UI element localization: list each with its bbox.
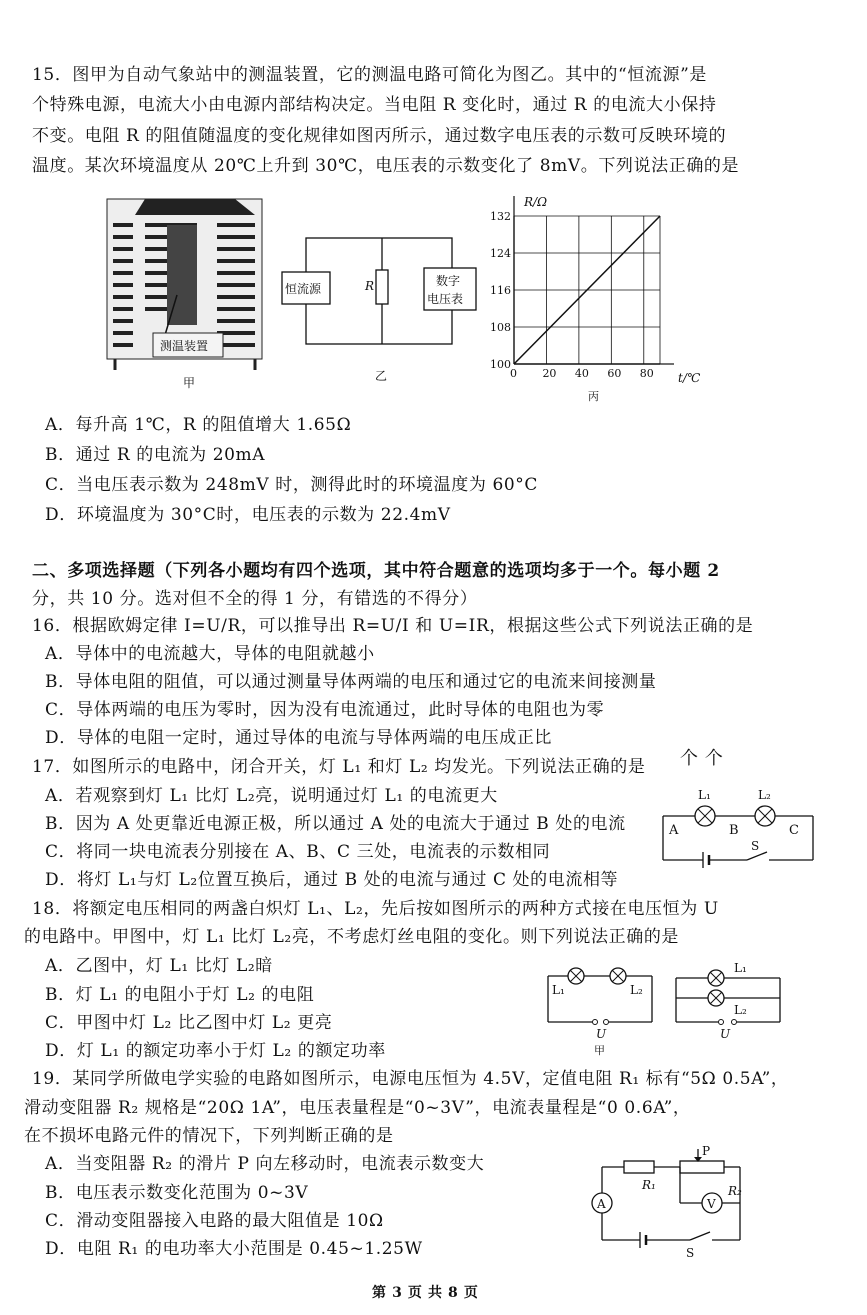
q18-option-b[interactable]: B．灯 L₁ 的电阻小于灯 L₂ 的电阻 bbox=[45, 985, 315, 1005]
figure-yi-caption: 乙 bbox=[375, 369, 388, 383]
q19-r1-label: R₁ bbox=[642, 1178, 656, 1192]
figure-jia-caption: 甲 bbox=[183, 376, 196, 390]
q16-option-c[interactable]: C．导体两端的电压为零时，因为没有电流通过，此时导体的电阻也为零 bbox=[45, 700, 605, 720]
q18-jia-l1-label: L₁ bbox=[552, 983, 565, 997]
q19-option-b[interactable]: B．电压表示数变化范围为 0~3V bbox=[45, 1183, 309, 1203]
q17-option-a[interactable]: A．若观察到灯 L₁ 比灯 L₂亮，说明通过灯 L₁ 的电流更大 bbox=[45, 786, 498, 806]
q19-option-d[interactable]: D．电阻 R₁ 的电功率大小范围是 0.45~1.25W bbox=[45, 1239, 423, 1259]
resistor-r-label: R bbox=[365, 279, 375, 293]
q19-r2-label: R₂ bbox=[728, 1184, 742, 1198]
q17-option-d[interactable]: D．将灯 L₁与灯 L₂位置互换后，通过 B 处的电流与通过 C 处的电流相等 bbox=[45, 870, 619, 890]
q15-stem-line-4: 温度。某次环境温度从 20℃上升到 30℃，电压表的示数变化了 8mV。下列说法正确的是 bbox=[32, 156, 740, 176]
q16-option-b[interactable]: B．导体电阻的阻值，可以通过测量导体两端的电压和通过它的电流来间接测量 bbox=[45, 672, 657, 692]
section-2-heading-line-2: 分，共 10 分。选对但不全的得 1 分，有错选的不得分） bbox=[32, 589, 478, 609]
figure-bing-chart bbox=[488, 192, 708, 414]
q17-point-b: B bbox=[729, 823, 739, 838]
q15-option-d[interactable]: D．环境温度为 30°C时，电压表的示数为 22.4mV bbox=[45, 505, 451, 525]
chart-y-tick-label: 124 bbox=[490, 247, 511, 260]
chart-x-tick-label: 20 bbox=[542, 367, 557, 380]
q18-jia-l2-label: L₂ bbox=[630, 983, 643, 997]
q18-yi-l1-label: L₁ bbox=[734, 961, 747, 975]
q17-point-a: A bbox=[669, 823, 679, 838]
constant-current-source-label: 恒流源 bbox=[285, 282, 322, 296]
chart-y-tick-label: 108 bbox=[490, 321, 511, 334]
q18-option-c[interactable]: C．甲图中灯 L₂ 比乙图中灯 L₂ 更亮 bbox=[45, 1013, 333, 1033]
voltmeter-label-line-2: 电压表 bbox=[427, 292, 464, 306]
chart-x-tick-label: 80 bbox=[639, 367, 654, 380]
section-2-heading-line-1: 二、多项选择题（下列各小题均有四个选项，其中符合题意的选项均多于一个。每小题 2 bbox=[32, 561, 720, 581]
q15-stem-line-2: 个特殊电源，电流大小由电源内部结构决定。当电阻 R 变化时，通过 R 的电流大小保持 bbox=[32, 95, 717, 115]
q18-parallel-circuit-yi bbox=[668, 958, 788, 1048]
page-footer: 第 3 页 共 8 页 bbox=[372, 1285, 479, 1301]
chart-y-axis-label: R/Ω bbox=[524, 195, 548, 209]
q18-stem-line-2: 的电路中。甲图中，灯 L₁ 比灯 L₂亮，不考虑灯丝电阻的变化。则下列说法正确的是 bbox=[24, 927, 680, 947]
q17-switch-label: S bbox=[751, 839, 760, 853]
q17-option-b[interactable]: B．因为 A 处更靠近电源正极，所以通过 A 处的电流大于通过 B 处的电流 bbox=[45, 814, 626, 834]
chart-y-tick-label: 100 bbox=[490, 358, 511, 371]
q19-stem-line-2: 滑动变阻器 R₂ 规格是“20Ω 1A”，电压表量程是“0~3V”，电流表量程是“0 0.6A”， bbox=[24, 1098, 691, 1118]
q18-jia-u-label: U bbox=[596, 1027, 607, 1041]
q15-stem-line-3: 不变。电阻 R 的阻值随温度的变化规律如图丙所示，通过数字电压表的示数可反映环境的 bbox=[32, 126, 727, 146]
figure-jia-label: 测温装置 bbox=[160, 339, 209, 353]
q18-option-d[interactable]: D．灯 L₁ 的额定功率小于灯 L₂ 的额定功率 bbox=[45, 1041, 386, 1061]
q19-option-c[interactable]: C．滑动变阻器接入电路的最大阻值是 10Ω bbox=[45, 1211, 384, 1231]
q15-stem-line-1: 15．图甲为自动气象站中的测温装置，它的测温电路可简化为图乙。其中的“恒流源”是 bbox=[32, 65, 708, 85]
q17-l2-label: L₂ bbox=[758, 788, 771, 802]
q17-point-c: C bbox=[789, 823, 799, 838]
q19-stem-line-3: 在不损坏电路元件的情况下，下列判断正确的是 bbox=[24, 1126, 394, 1146]
q15-option-a[interactable]: A．每升高 1℃，R 的阻值增大 1.65Ω bbox=[45, 415, 352, 435]
q17-circuit-diagram bbox=[655, 782, 825, 874]
q18-option-a[interactable]: A．乙图中，灯 L₁ 比灯 L₂暗 bbox=[45, 956, 273, 976]
q17-stem: 17．如图所示的电路中，闭合开关，灯 L₁ 和灯 L₂ 均发光。下列说法正确的是 bbox=[32, 757, 646, 777]
q19-switch-s-label: S bbox=[686, 1246, 695, 1260]
q16-stem: 16．根据欧姆定律 I=U/R，可以推导出 R=U/I 和 U=IR，根据这些公式下列说法正确的是 bbox=[32, 616, 754, 636]
q18-yi-l2-label: L₂ bbox=[734, 1003, 747, 1017]
q17-option-c[interactable]: C．将同一块电流表分别接在 A、B、C 三处，电流表的示数相同 bbox=[45, 842, 551, 862]
q15-option-c[interactable]: C．当电压表示数为 248mV 时，测得此时的环境温度为 60°C bbox=[45, 475, 539, 495]
chart-caption: 丙 bbox=[588, 390, 599, 403]
q19-stem-line-1: 19．某同学所做电学实验的电路如图所示，电源电压恒为 4.5V，定值电阻 R₁ 标有“5Ω 0.5A”， bbox=[32, 1069, 789, 1089]
q18-stem-line-1: 18．将额定电压相同的两盏白炽灯 L₁、L₂，先后按如图所示的两种方式接在电压恒为 U bbox=[32, 899, 719, 919]
q19-voltmeter-v-label: V bbox=[707, 1197, 716, 1211]
q19-slider-p-label: P bbox=[702, 1145, 711, 1158]
q18-jia-caption: 甲 bbox=[594, 1044, 605, 1057]
q19-ammeter-a-label: A bbox=[597, 1197, 606, 1211]
q19-option-a[interactable]: A．当变阻器 R₂ 的滑片 P 向左移动时，电流表示数变大 bbox=[45, 1154, 485, 1174]
voltmeter-label-line-1: 数字 bbox=[436, 274, 461, 288]
q19-circuit-diagram bbox=[580, 1145, 770, 1260]
chart-x-tick-label: 40 bbox=[574, 367, 589, 380]
figure-yi-circuit bbox=[270, 230, 480, 390]
q15-option-b[interactable]: B．通过 R 的电流为 20mA bbox=[45, 445, 266, 465]
q16-option-d[interactable]: D．导体的电阻一定时，通过导体的电流与导体两端的电压成正比 bbox=[45, 728, 553, 748]
q18-series-circuit-jia bbox=[540, 958, 660, 1058]
q18-yi-u-label: U bbox=[720, 1027, 731, 1041]
chart-x-tick-label: 0 bbox=[510, 367, 517, 380]
chart-x-axis-label: t/℃ bbox=[678, 371, 701, 385]
q16-option-a[interactable]: A．导体中的电流越大，导体的电阻就越小 bbox=[45, 644, 375, 664]
chart-x-tick-label: 60 bbox=[607, 367, 622, 380]
handwritten-mark: 个 个 bbox=[680, 748, 724, 769]
chart-y-tick-label: 132 bbox=[490, 210, 511, 223]
q17-l1-label: L₁ bbox=[698, 788, 711, 802]
figure-jia-station-photo bbox=[105, 195, 270, 395]
chart-y-tick-label: 116 bbox=[490, 284, 511, 297]
